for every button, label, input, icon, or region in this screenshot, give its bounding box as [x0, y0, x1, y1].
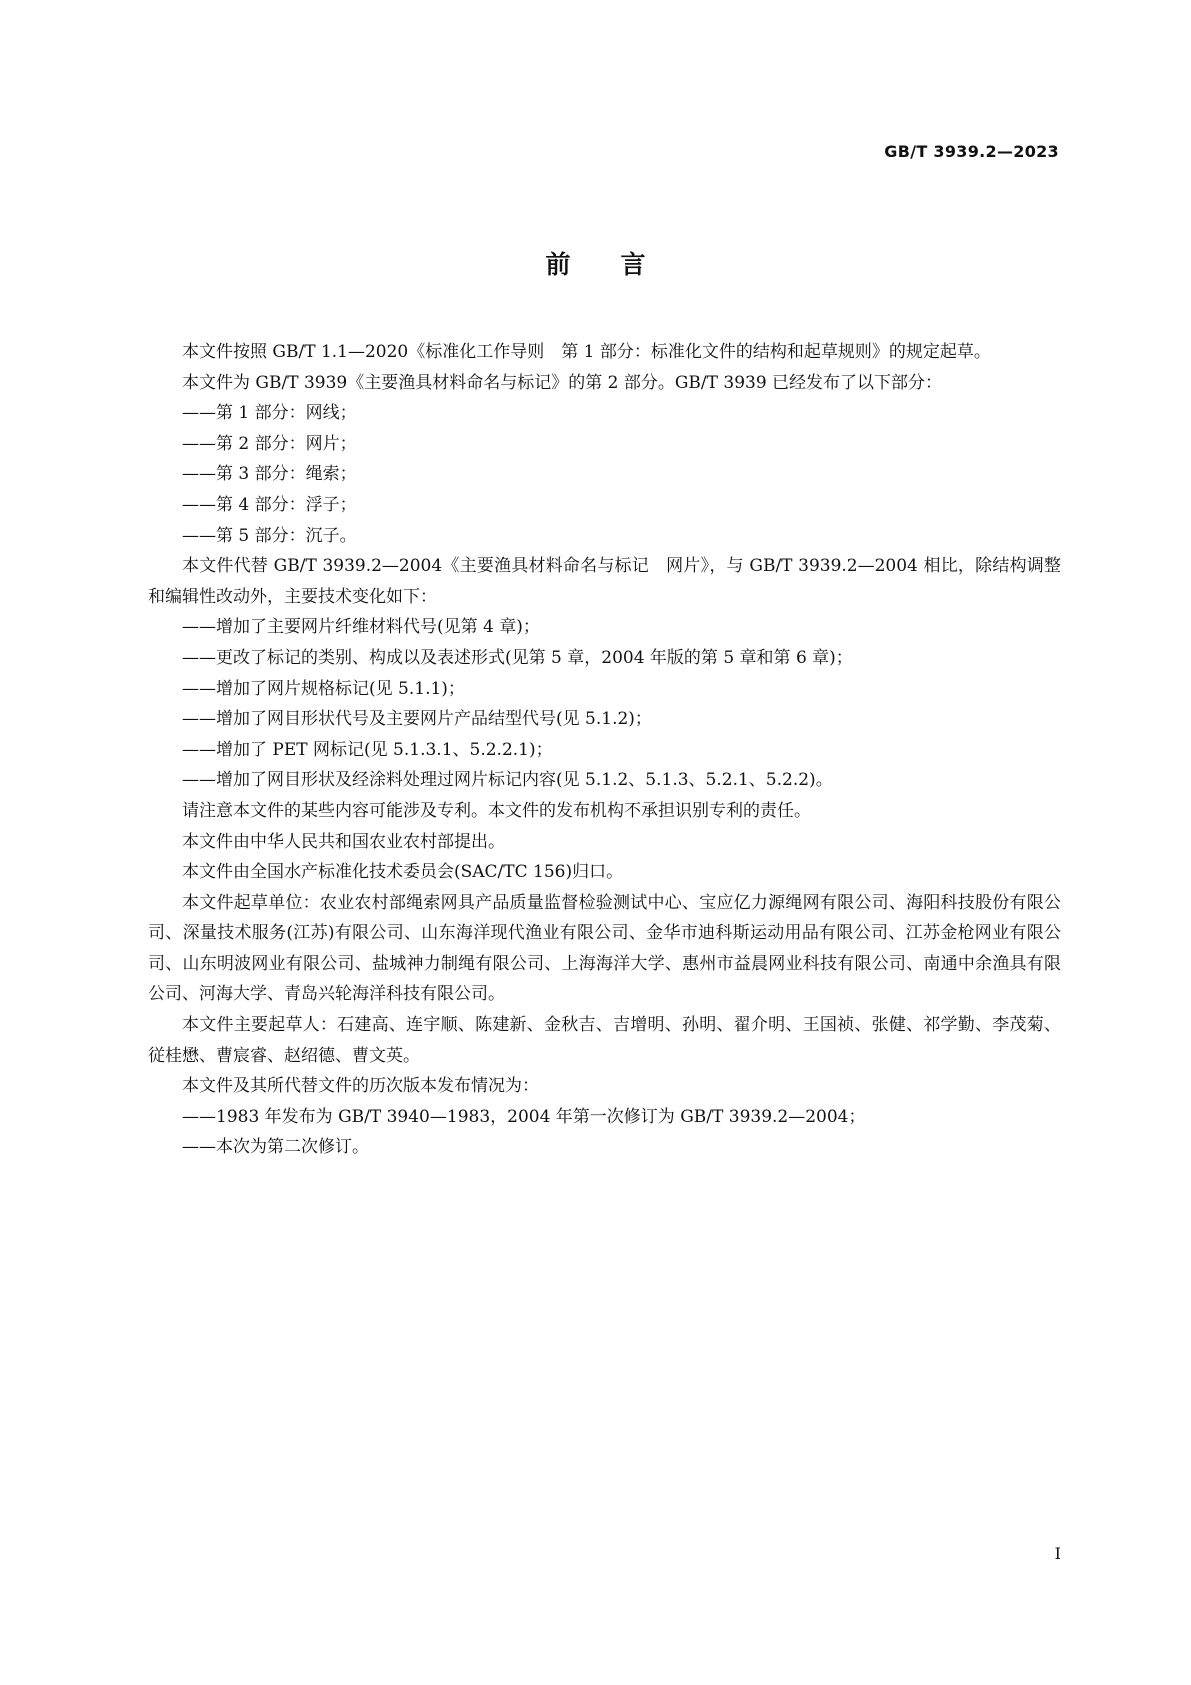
list-item-change: ——更改了标记的类别、构成以及表述形式(见第 5 章，2004 年版的第 5 章和第 6 章)；	[182, 647, 853, 668]
list-item-change: ——增加了 PET 网标记(见 5.1.3.1、5.2.2.1)；	[182, 739, 553, 760]
list-item-part: ——第 3 部分：绳索；	[182, 464, 357, 485]
list-item-part: ——第 4 部分：浮子；	[182, 494, 357, 515]
paragraph-drafting-rule: 本文件按照 GB/T 1.1—2020《标准化工作导则 第 1 部分：标准化文件的结构和起草规则》的规定起草。	[182, 342, 991, 362]
paragraph-proposer: 本文件由中华人民共和国农业农村部提出。	[182, 831, 505, 852]
list-item-change: ——增加了网目形状代号及主要网片产品结型代号(见 5.1.2)；	[182, 709, 652, 730]
list-item-part: ——第 1 部分：网线；	[182, 403, 357, 424]
paragraph-history-intro: 本文件及其所代替文件的历次版本发布情况为：	[182, 1076, 539, 1097]
paragraph-patent-notice: 请注意本文件的某些内容可能涉及专利。本文件的发布机构不承担识别专利的责任。	[182, 800, 811, 821]
list-item-change: ——增加了网片规格标记(见 5.1.1)；	[182, 678, 465, 699]
paragraph-replacement: 本文件代替 GB/T 3939.2—2004《主要渔具材料命名与标记 网片》，与 GB/T 3939.2—2004 相比，除结构调整和编辑性改动外，主要技术变化如下：	[148, 556, 1061, 607]
paragraph-drafting-units: 本文件起草单位：农业农村部绳索网具产品质量监督检验测试中心、宝应亿力源绳网有限公司、海阳科技股份有限公司、深量技术服务(江苏)有限公司、山东海洋现代渔业有限公司、金华市迪科斯运动用品有限公司、江苏金枪网业有限公司、山东明波网业有限公司、盐城神力制绳有限公司、上海海洋大学、惠州市益晨网业科技有限公司、南通中余渔具有限公司、河海大学、青岛兴轮海洋科技有限公司。	[148, 892, 1061, 1005]
list-item-change: ——增加了主要网片纤维材料代号(见第 4 章)；	[182, 617, 540, 638]
paragraph-series-intro: 本文件为 GB/T 3939《主要渔具材料命名与标记》的第 2 部分。GB/T 3939 已经发布了以下部分：	[182, 372, 943, 393]
list-item-history: ——1983 年发布为 GB/T 3940—1983，2004 年第一次修订为 GB/T 3939.2—2004；	[182, 1106, 866, 1127]
foreword-body	[148, 337, 1061, 1163]
paragraph-drafters: 本文件主要起草人：石建高、连宇顺、陈建新、金秋吉、吉增明、孙明、翟介明、王国祯、张健、祁学勤、李茂菊、従桂懋、曹宸睿、赵绍德、曹文英。	[148, 1015, 1061, 1066]
page-title: 前言	[545, 250, 696, 279]
page-number: I	[1054, 1544, 1061, 1563]
document-code: GB/T 3939.2—2023	[884, 142, 1059, 161]
paragraph-committee: 本文件由全国水产标准化技术委员会(SAC/TC 156)归口。	[182, 862, 624, 883]
list-item-history: ——本次为第二次修订。	[182, 1137, 369, 1158]
list-item-change: ——增加了网目形状及经涂料处理过网片标记内容(见 5.1.2、5.1.3、5.2.1、5.2.2)。	[182, 770, 833, 791]
list-item-part: ——第 2 部分：网片；	[182, 433, 357, 454]
list-item-part: ——第 5 部分：沉子。	[182, 525, 357, 546]
